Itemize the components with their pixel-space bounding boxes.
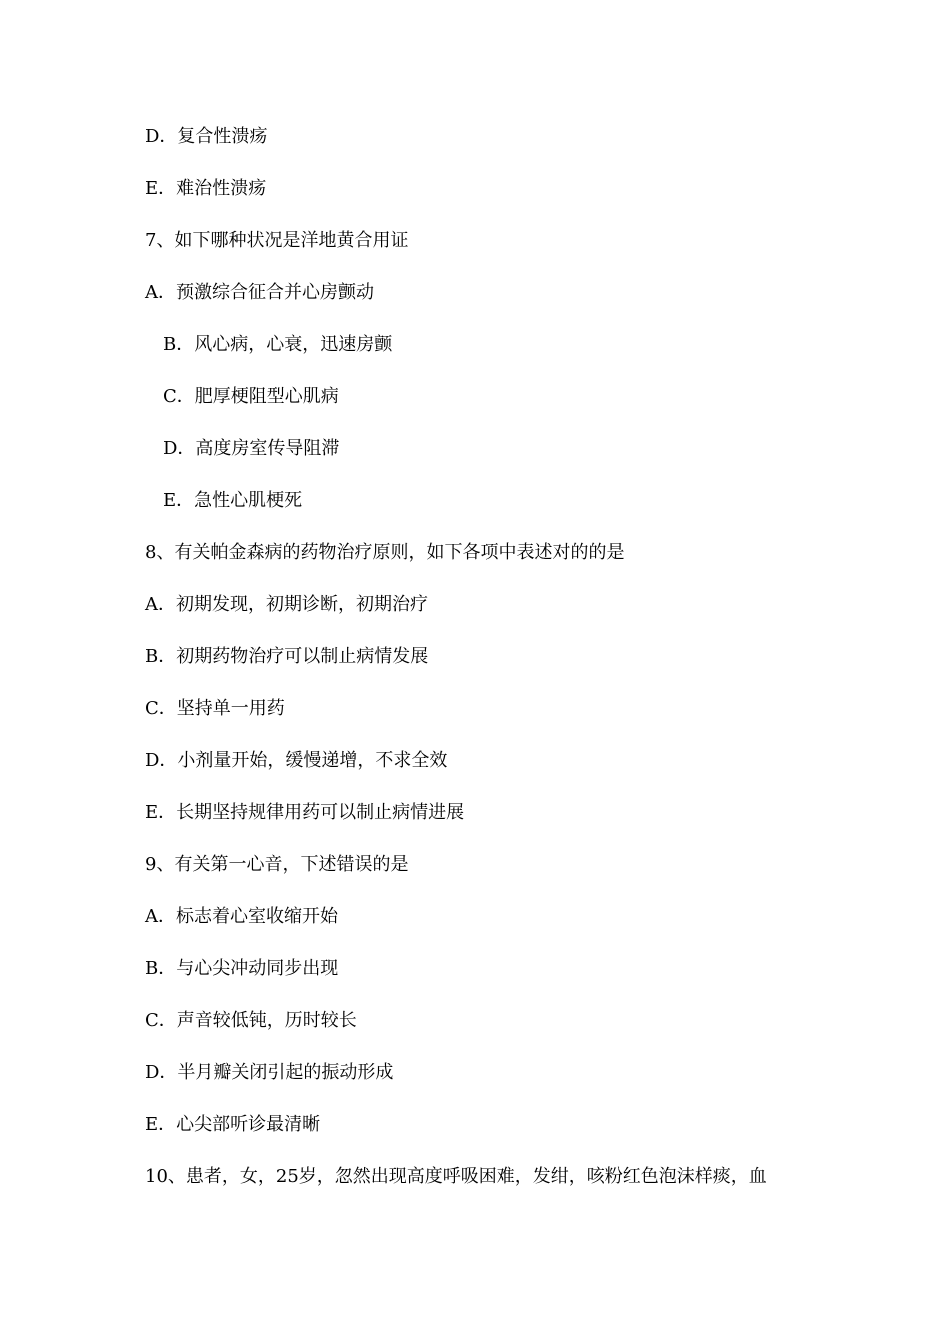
option-e-q7: E．急性心肌梗死 <box>163 490 303 511</box>
option-e-q8: E．长期坚持规律用药可以制止病情进展 <box>145 802 465 823</box>
option-b-q7: B．风心病，心衰，迅速房颤 <box>163 334 393 355</box>
option-b-q9: B．与心尖冲动同步出现 <box>145 958 339 979</box>
option-b-q8: B．初期药物治疗可以制止病情发展 <box>145 646 429 667</box>
option-c-q7: C．肥厚梗阻型心肌病 <box>163 386 339 407</box>
question-7: 7、如下哪种状况是洋地黄合用证 <box>145 230 409 251</box>
question-8: 8、有关帕金森病的药物治疗原则，如下各项中表述对的的是 <box>145 542 625 563</box>
option-c-q8: C．坚持单一用药 <box>145 698 285 719</box>
option-d-q9: D．半月瓣关闭引起的振动形成 <box>145 1062 394 1083</box>
question-10: 10、患者，女，25岁，忽然出现高度呼吸困难，发绀，咳粉红色泡沫样痰，血 <box>145 1166 767 1187</box>
option-d-q6: D．复合性溃疡 <box>145 126 268 147</box>
option-a-q8: A．初期发现，初期诊断，初期治疗 <box>145 594 428 615</box>
option-d-q7: D．高度房室传导阻滞 <box>163 438 340 459</box>
option-a-q9: A．标志着心室收缩开始 <box>145 906 338 927</box>
option-c-q9: C．声音较低钝，历时较长 <box>145 1010 357 1031</box>
question-9: 9、有关第一心音，下述错误的是 <box>145 854 409 875</box>
option-d-q8: D．小剂量开始，缓慢递增，不求全效 <box>145 750 448 771</box>
option-a-q7: A．预激综合征合并心房颤动 <box>145 282 374 303</box>
option-e-q9: E．心尖部听诊最清晰 <box>145 1114 321 1135</box>
option-e-q6: E．难治性溃疡 <box>145 178 267 199</box>
